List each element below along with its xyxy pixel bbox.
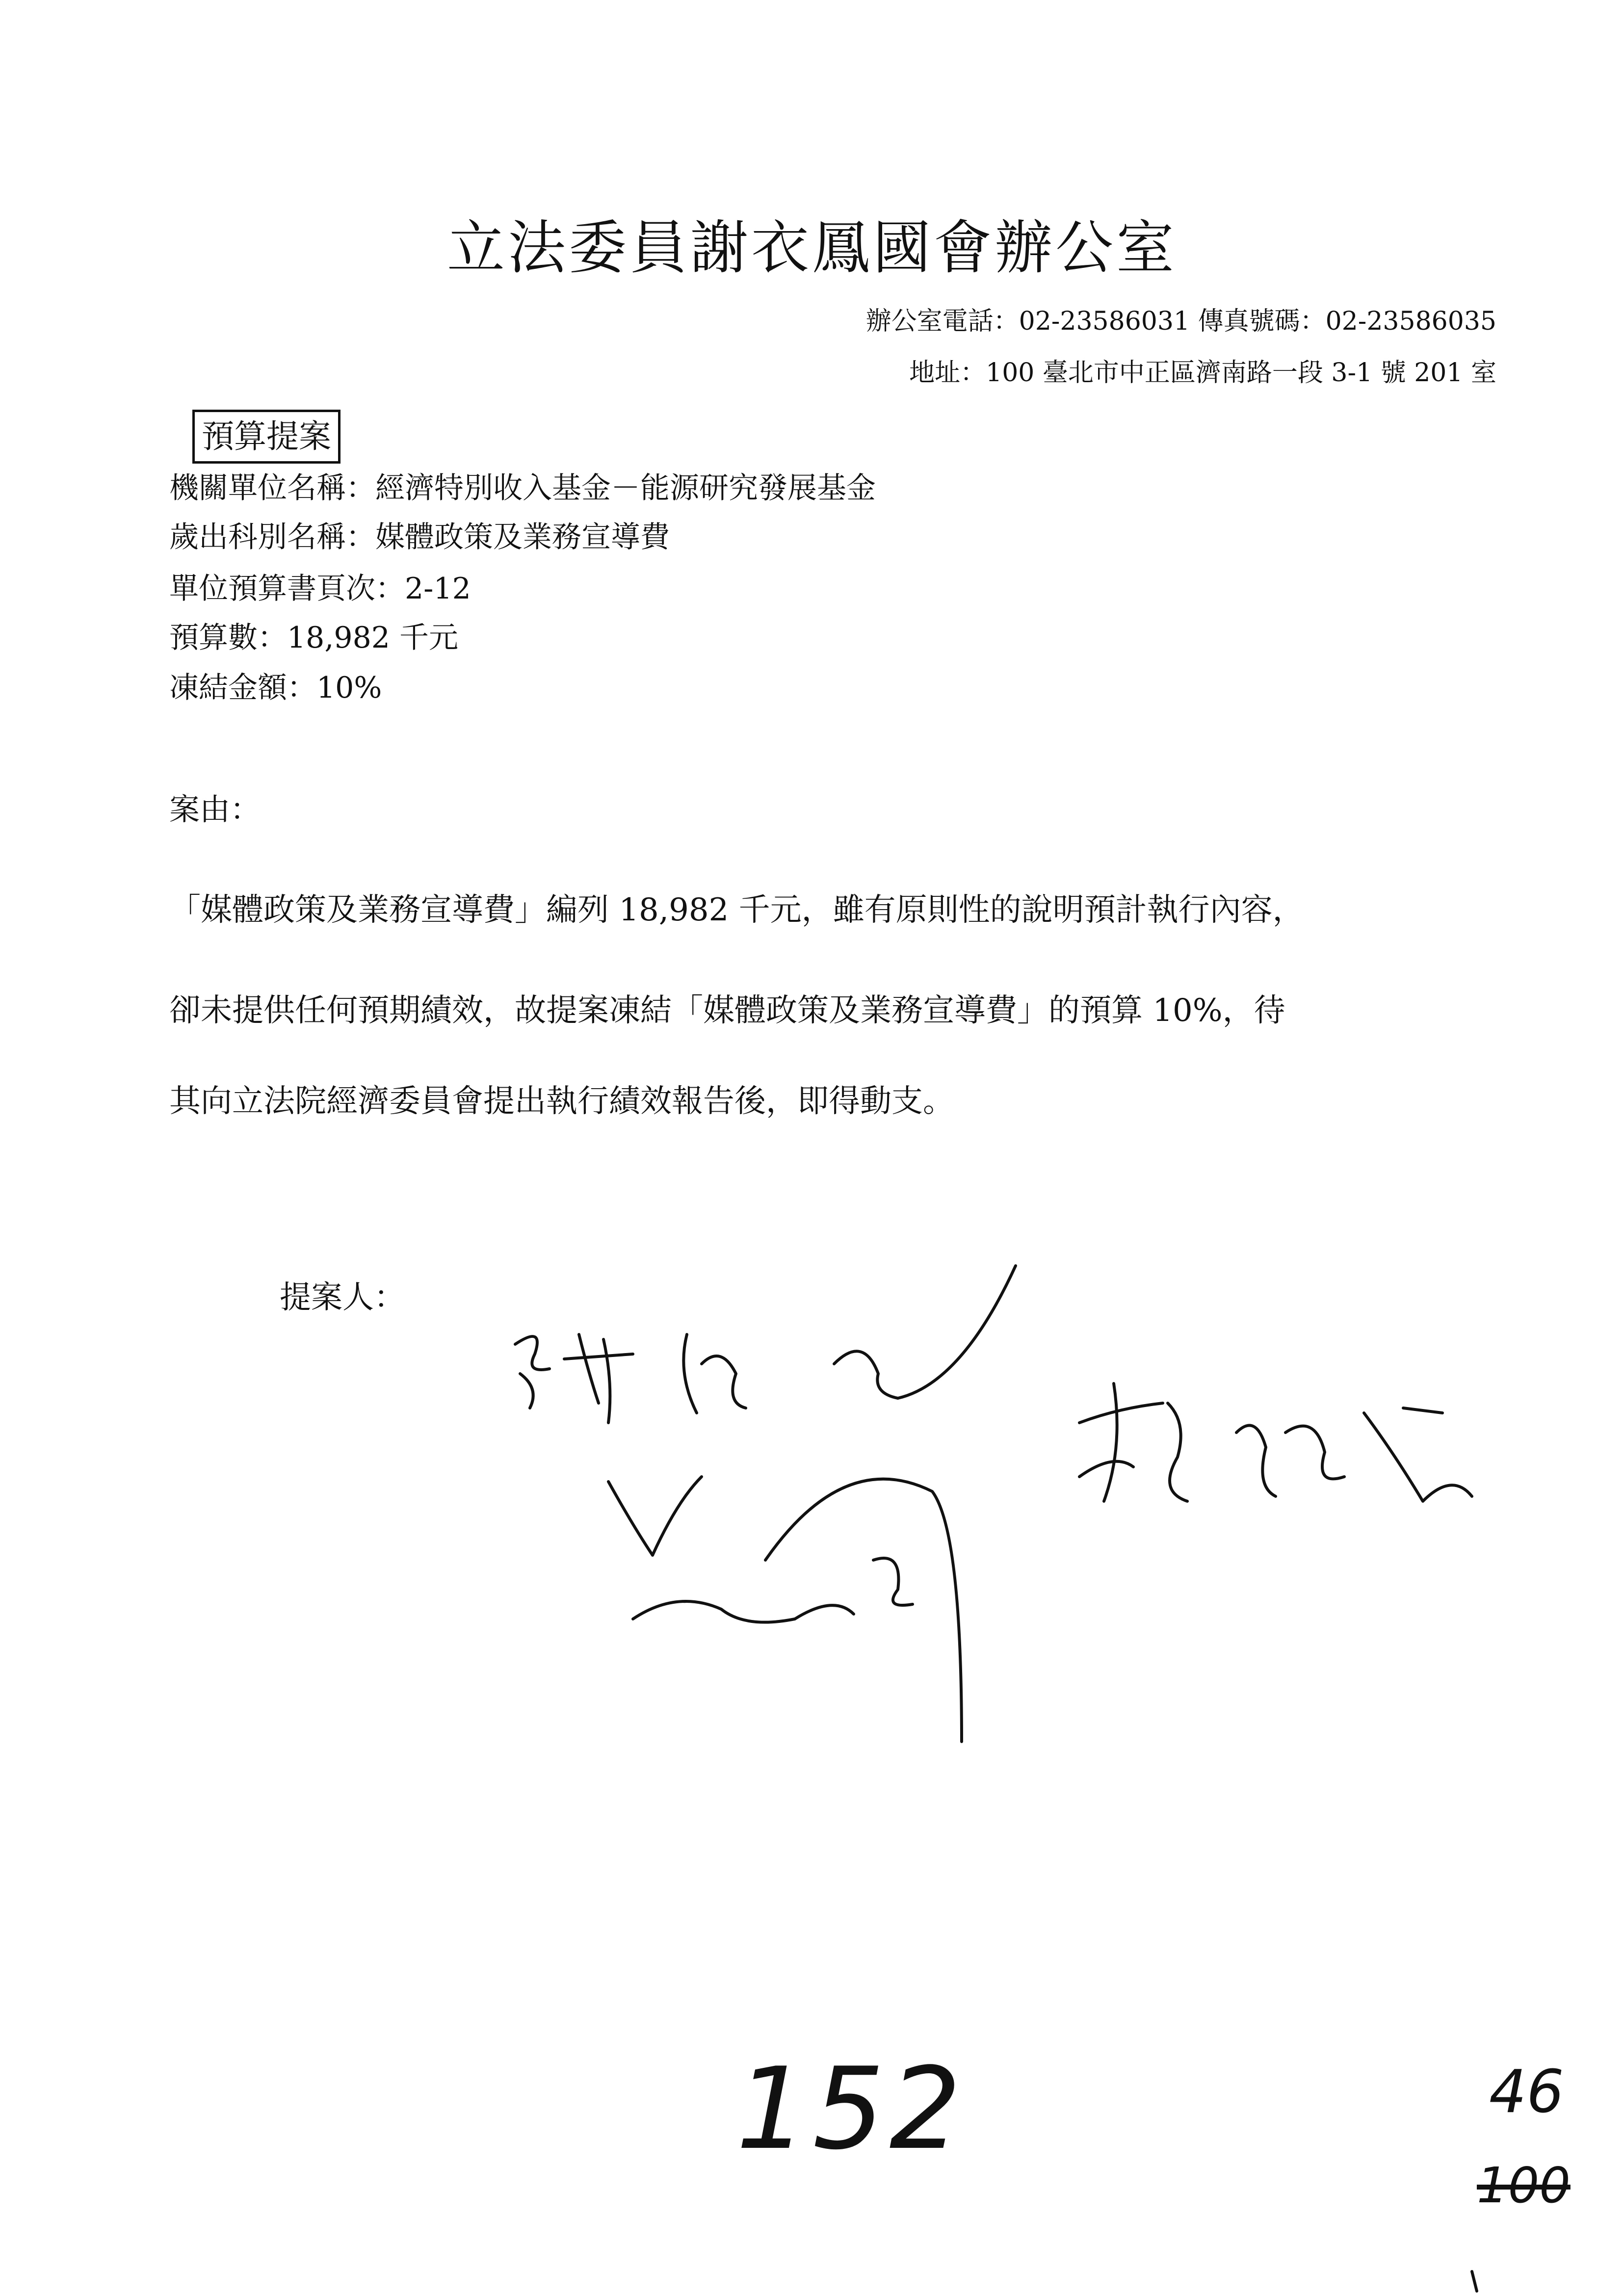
signature-2: [1079, 1383, 1472, 1501]
field-budget-page: 單位預算書頁次：2-12: [169, 572, 471, 606]
field-agency-name: 機關單位名稱：經濟特別收入基金－能源研究發展基金: [169, 471, 876, 505]
office-title: 立法委員謝衣鳳國會辦公室: [446, 214, 1177, 282]
corner-tick-mark: [1472, 2271, 1477, 2291]
signature-3: [608, 1477, 962, 1742]
body-line-1: 「媒體政策及業務宣導費」編列 18,982 千元，雖有原則性的說明預計執行內容，: [169, 892, 1304, 928]
contact-address: 地址：100 臺北市中正區濟南路一段 3-1 號 201 室: [909, 358, 1496, 388]
budget-proposal-tag: 預算提案: [192, 410, 341, 464]
field-frozen-amount: 凍結金額：10%: [169, 671, 382, 705]
signature-1: [515, 1266, 1016, 1423]
struck-corner-number: 100: [1477, 2157, 1571, 2214]
contact-phone-fax: 辦公室電話：02-23586031 傳真號碼：02-23586035: [865, 307, 1496, 336]
handwritten-page-number: 152: [736, 2044, 966, 2175]
reason-label: 案由：: [169, 791, 261, 827]
body-line-3: 其向立法院經濟委員會提出執行績效報告後，即得動支。: [169, 1083, 954, 1120]
field-budget-amount: 預算數：18,982 千元: [169, 621, 459, 655]
field-expense-category: 歲出科別名稱：媒體政策及業務宣導費: [169, 520, 670, 554]
proposer-label: 提案人：: [280, 1279, 405, 1316]
body-line-2: 卻未提供任何預期績效，故提案凍結「媒體政策及業務宣導費」的預算 10%，待: [169, 992, 1285, 1029]
handwritten-corner-number: 46: [1489, 2058, 1564, 2126]
